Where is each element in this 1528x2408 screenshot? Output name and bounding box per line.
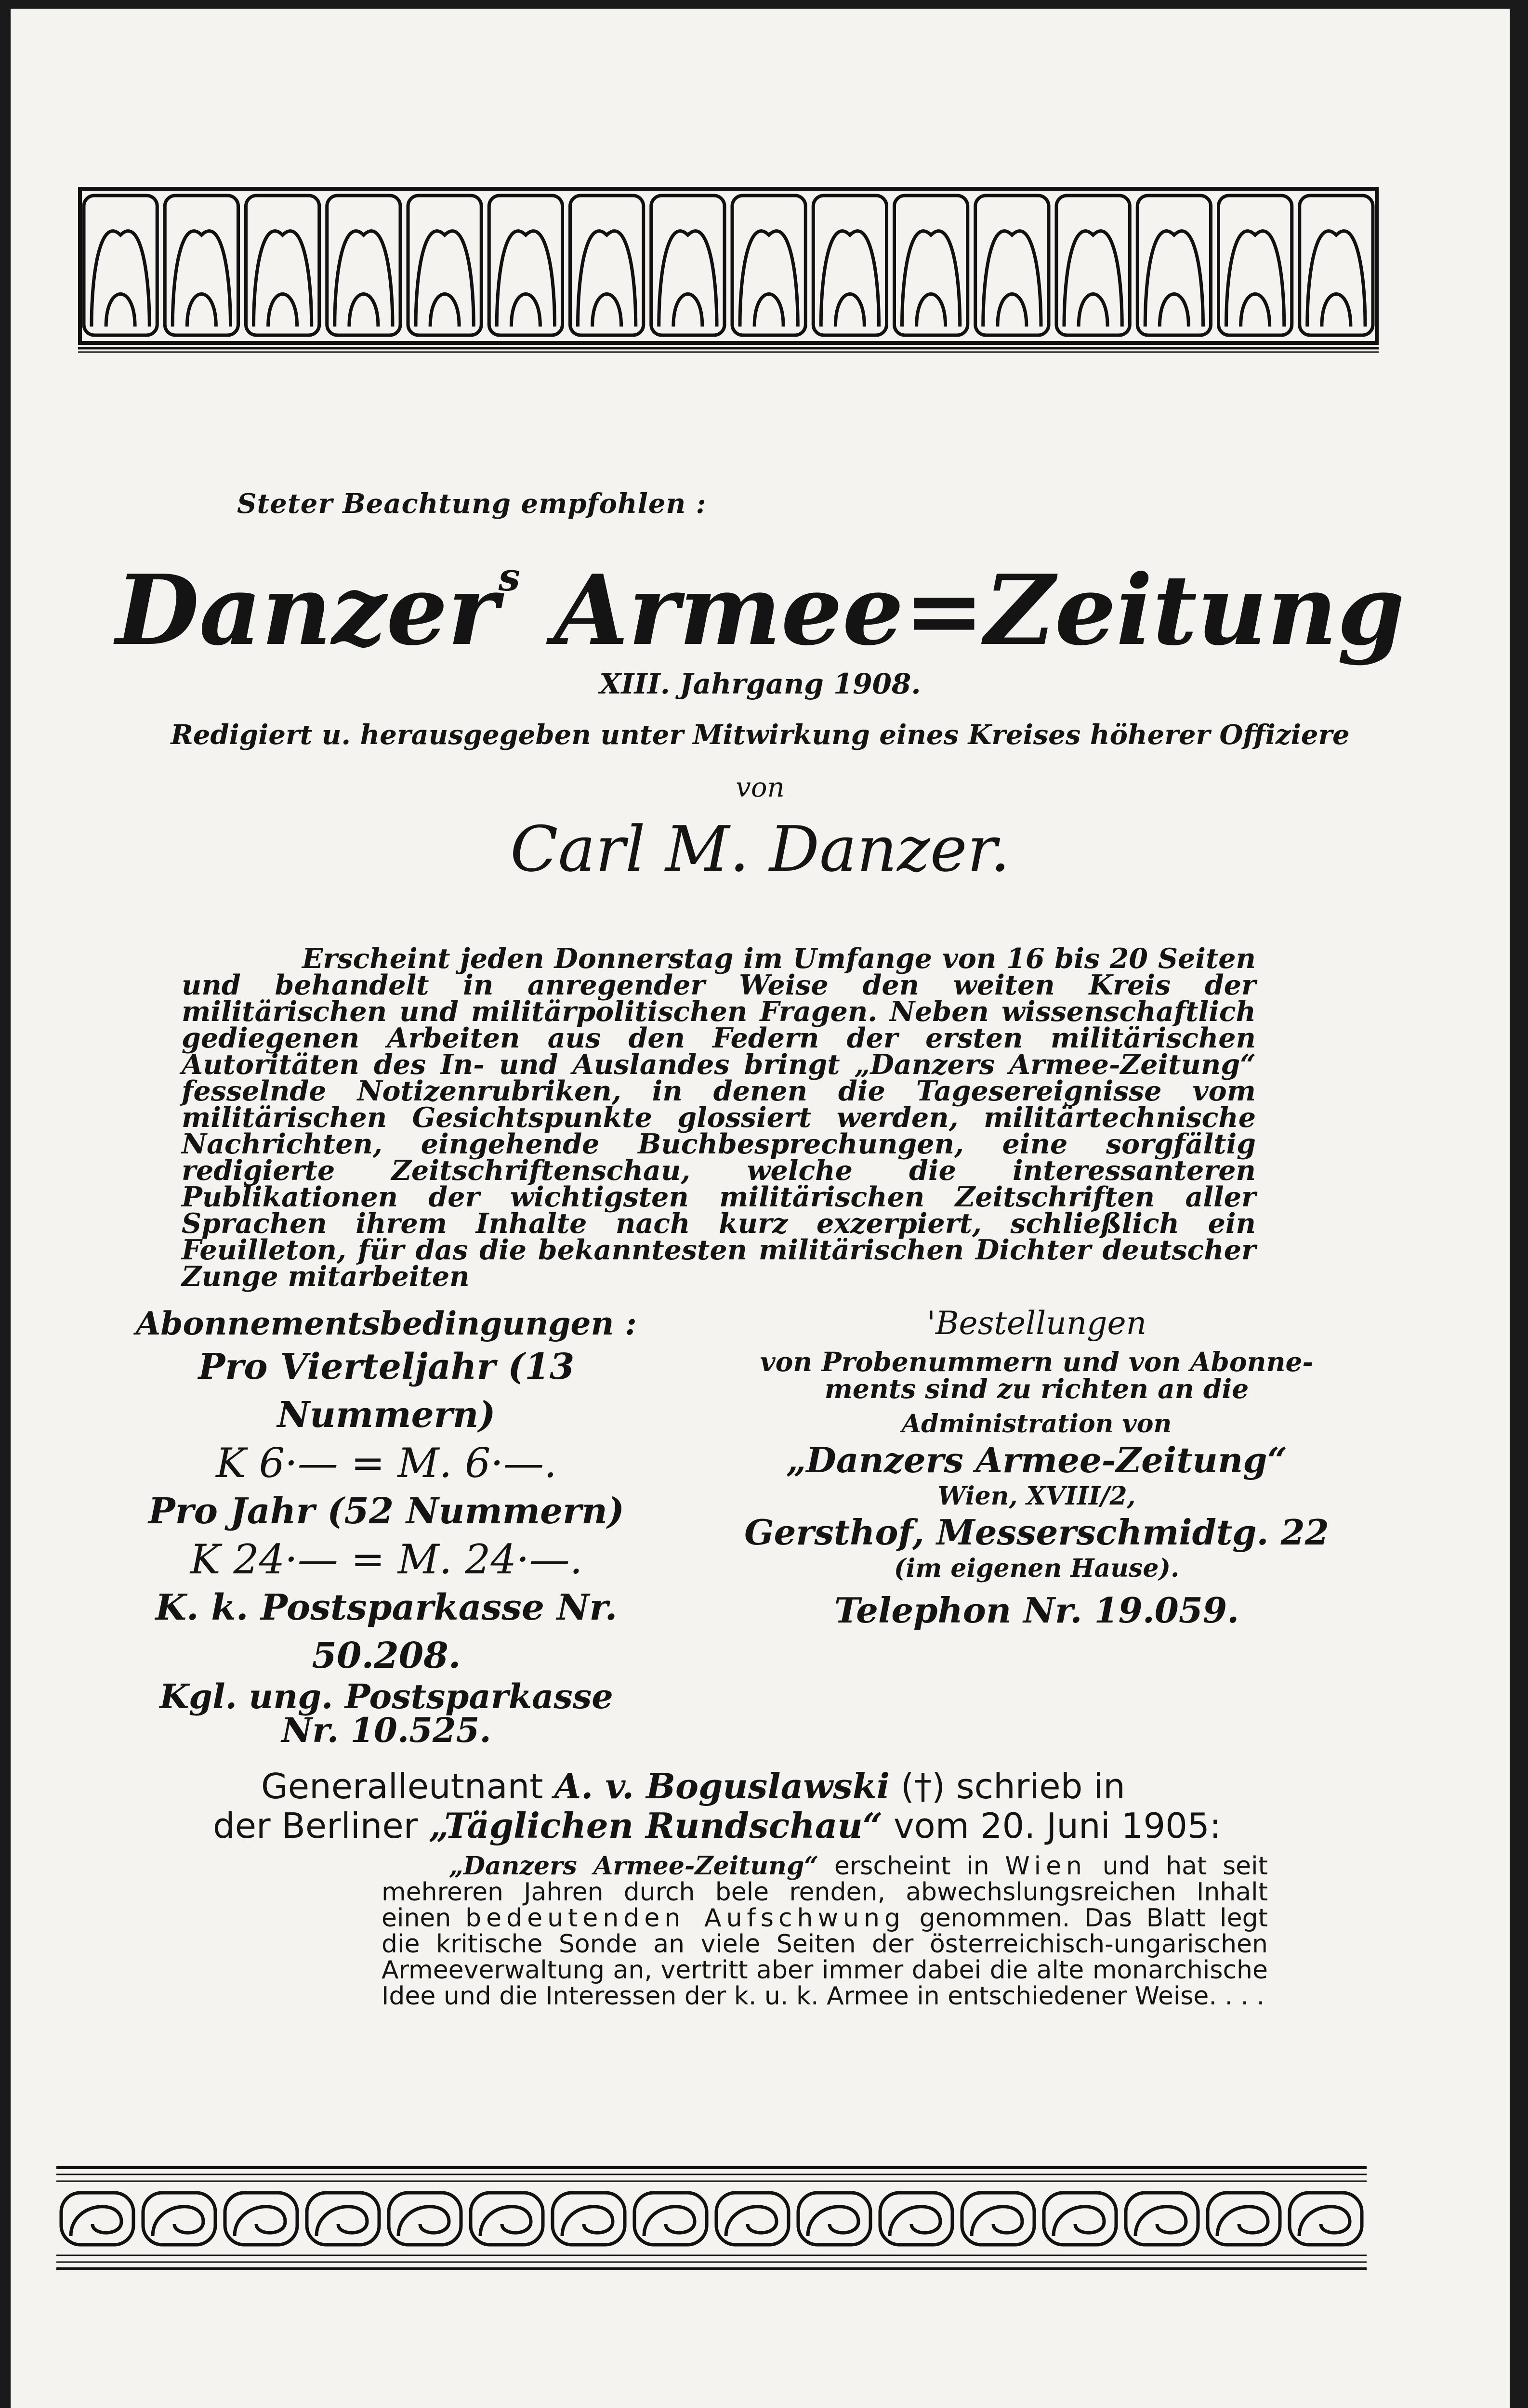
bottom-ornament-band: [56, 2164, 1367, 2272]
quote-heading: [213, 1766, 1321, 1846]
newspaper-title: [11, 554, 1510, 667]
volume-year: XIII. Jahrgang 1908.: [599, 667, 921, 700]
top-ornament-band: [78, 187, 1379, 353]
quote-head-text-3: der Berliner: [213, 1806, 429, 1846]
advertisement-page: [11, 9, 1510, 2408]
quote-text-2: und hat seit mehreren Jahren durch bele renden, abwechslungsreichen Inhalt einen: [382, 1852, 1268, 1933]
postal-account-2a: Kgl. ung. Postsparkasse: [159, 1676, 613, 1716]
paper-name: „Danzers Armee-Zeitung“: [786, 1440, 1287, 1480]
orders-line-1: von Probenummern und von Abonne-: [760, 1346, 1314, 1377]
quarter-price: K 6·— = M. 6·—.: [216, 1440, 557, 1487]
subscription-terms: [97, 1304, 675, 1750]
quote-city: Wien: [1005, 1852, 1087, 1881]
quote-body: [382, 1853, 1268, 2009]
editorial-line: Redigiert u. herausgegeben unter Mitwirkung eines Kreises höherer Offiziere: [171, 719, 1350, 751]
orders-heading: 'Bestellungen: [926, 1305, 1147, 1342]
editor-name: Carl M. Danzer.: [510, 812, 1010, 886]
quote-emphasis: bedeutenden Aufschwung: [465, 1904, 905, 1933]
year-label: Pro Jahr (52 Nummern): [148, 1491, 624, 1532]
description-paragraph: Erscheint jeden Donnerstag im Umfange von 16 bis 20 Seiten und behandelt in anregender Weise den weiten Kreis der militärischen und militärpolitischen Fragen. Neben wissenschaftlich gediegenen Arbeiten aus den Federn der ersten militärischen Autoritäten des In- und Auslandes bringt „Danzers Armee-Zeitung“ fesselnde Notizenrubriken, in denen die Tagesereignisse vom militärischen Gesichtspunkte glossiert werden, militärtechnische Nachrichten, eingehende Buchbesprechungen, eine sorgfältig redigierte Zeitschriftenschau, welche die interessanteren Publikationen der wichtigsten militärischen Zeitschriften aller Sprachen ihrem Inhalte nach kurz exzerpiert, schließlich ein Feuilleton, für das die bekanntesten militärischen Dichter deutscher Zunge mitarbeiten: [182, 942, 1256, 1293]
telephone-line: Telephon Nr. 19.059.: [834, 1590, 1239, 1631]
quote-text-3: genommen. Das Blatt legt die kritische Sonde an viele Seiten der österreichisch-ungarischen Armeeverwaltung an, vertritt aber immer dabei die alte monarchische Idee und die Interessen der k. u. k. Armee in entschiedener Weise. . . .: [382, 1904, 1268, 2011]
title-superscript: s: [498, 554, 520, 600]
street-line: Gersthof, Messerschmidtg. 22: [744, 1512, 1329, 1553]
administration-label: Administration von: [901, 1409, 1172, 1439]
quote-source: „Täglichen Rundschau“: [429, 1805, 883, 1846]
quote-paper-name: „Danzers Armee-Zeitung“: [449, 1851, 819, 1881]
postal-account-1: K. k. Postsparkasse Nr. 50.208.: [155, 1587, 618, 1676]
quote-head-text-1: Generalleutnant: [261, 1766, 554, 1806]
subscription-heading: Abonnementsbedingungen :: [136, 1305, 637, 1342]
recommendation-line: Steter Beachtung empfohlen :: [237, 488, 707, 520]
by-word: von: [736, 772, 785, 803]
year-price: K 24·— = M. 24·—.: [190, 1536, 583, 1583]
city-line: Wien, XVIII/2,: [937, 1481, 1136, 1511]
title-rest: Armee=Zeitung: [520, 554, 1405, 667]
quote-head-text-2: (†) schrieb in: [890, 1766, 1125, 1806]
title-main: Danzer: [116, 554, 499, 667]
house-line: (im eigenen Hause).: [894, 1554, 1180, 1583]
quarter-label: Pro Vierteljahr (13 Nummern): [198, 1346, 575, 1436]
order-information: [733, 1304, 1340, 1630]
quote-head-text-4: vom 20. Juni 1905:: [883, 1806, 1222, 1846]
postal-account-2b: Nr. 10.525.: [281, 1710, 491, 1750]
quote-text-1: erscheint in: [818, 1852, 1005, 1881]
quote-author: A. v. Boguslawski: [554, 1766, 890, 1806]
orders-line-2: ments sind zu richten an die: [824, 1373, 1249, 1404]
